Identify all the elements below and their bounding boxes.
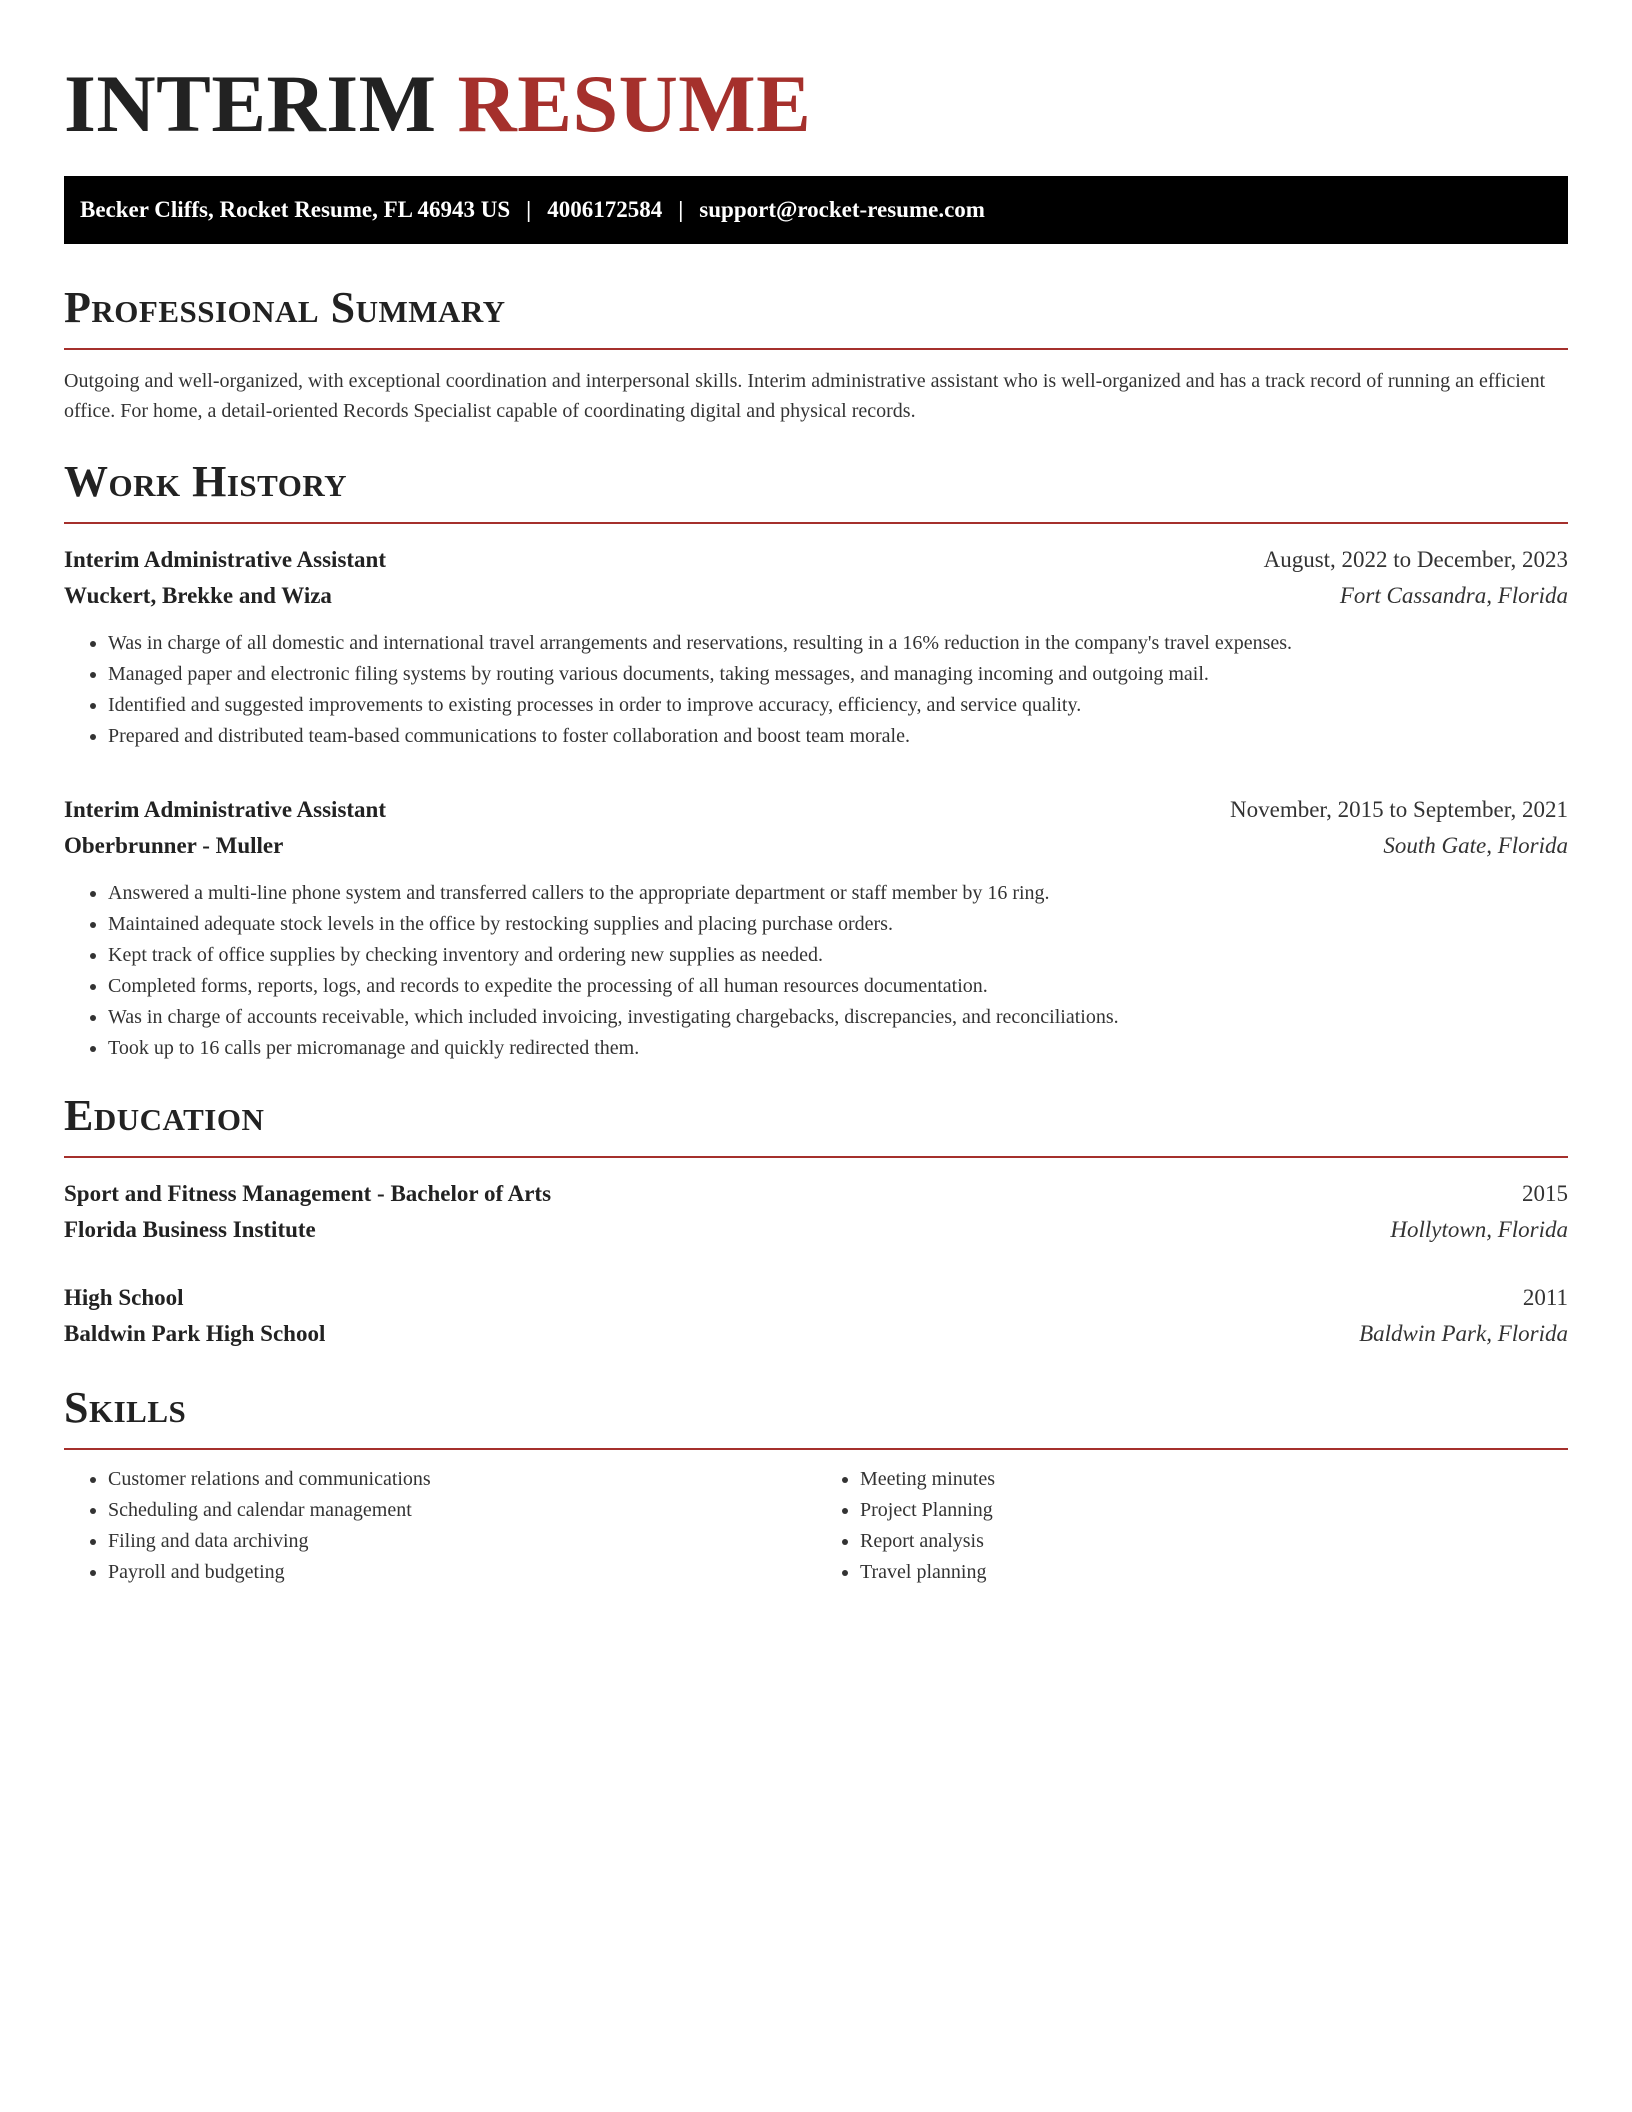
summary-heading: Professional Summary <box>64 283 506 332</box>
resume-title <box>64 0 1568 152</box>
skill-item: • Report analysis <box>860 1526 1568 1557</box>
education-entry <box>64 1280 1568 1352</box>
job-title: Interim Administrative Assistant <box>64 797 386 822</box>
job-bullet: • Kept track of office supplies by checking inventory and ordering new supplies as needed. <box>108 940 1568 971</box>
skill-item: • Customer relations and communications <box>108 1464 816 1495</box>
job-bullet: • Took up to 16 calls per micromanage and quickly redirected them. <box>108 1033 1568 1064</box>
job-header-row <box>64 542 1568 578</box>
education-year: 2015 <box>1522 1181 1568 1206</box>
education-degree: High School <box>64 1285 184 1310</box>
job-bullet: • Identified and suggested improvements to existing processes in order to improve accuracy, efficiency, and service quality. <box>108 690 1568 721</box>
section-divider <box>64 522 1568 524</box>
section-divider <box>64 1448 1568 1450</box>
work-history-section <box>64 456 1568 1064</box>
education-degree-row <box>64 1176 1568 1212</box>
work-history-heading: Work History <box>64 457 348 506</box>
education-year: 2011 <box>1522 1285 1568 1310</box>
contact-address: Becker Cliffs, Rocket Resume, FL 46943 US <box>80 197 511 222</box>
job-dates: August, 2022 to December, 2023 <box>1263 547 1568 572</box>
skills-grid <box>64 1464 1568 1588</box>
section-divider <box>64 1156 1568 1158</box>
contact-bar <box>64 176 1568 244</box>
skill-item: • Project Planning <box>860 1495 1568 1526</box>
section-divider <box>64 348 1568 350</box>
education-school-row <box>64 1316 1568 1352</box>
education-school: Baldwin Park High School <box>64 1321 326 1346</box>
education-school-row <box>64 1212 1568 1248</box>
skills-column-right <box>816 1464 1568 1588</box>
job-bullets <box>64 628 1568 752</box>
job-bullet: • Answered a multi-line phone system and transferred callers to the appropriate department or staff member by 16 ring. <box>108 878 1568 909</box>
job-company: Wuckert, Brekke and Wiza <box>64 583 332 608</box>
education-degree-row <box>64 1280 1568 1316</box>
skill-item: • Travel planning <box>860 1557 1568 1588</box>
contact-separator: | <box>526 197 532 222</box>
job-header-row <box>64 792 1568 828</box>
job-location: South Gate, Florida <box>1383 833 1568 858</box>
skill-item: • Scheduling and calendar management <box>108 1495 816 1526</box>
education-heading: Education <box>64 1091 265 1140</box>
job-dates: November, 2015 to September, 2021 <box>1230 797 1568 822</box>
title-main: INTERIM <box>64 58 437 149</box>
job-entry <box>64 542 1568 752</box>
education-section <box>64 1090 1568 1352</box>
skills-heading: Skills <box>64 1383 187 1432</box>
education-location: Hollytown, Florida <box>1390 1217 1568 1242</box>
summary-section <box>64 282 1568 426</box>
education-school: Florida Business Institute <box>64 1217 316 1242</box>
job-bullet: • Managed paper and electronic filing systems by routing various documents, taking messages, and managing incoming and outgoing mail. <box>108 659 1568 690</box>
job-bullet: • Was in charge of all domestic and international travel arrangements and reservations, resulting in a 16% reduction in the company's travel expenses. <box>108 628 1568 659</box>
job-company-row <box>64 578 1568 614</box>
contact-email: support@rocket-resume.com <box>699 197 985 222</box>
job-company: Oberbrunner - Muller <box>64 833 284 858</box>
job-location: Fort Cassandra, Florida <box>1339 583 1568 608</box>
contact-phone: 4006172584 <box>547 197 663 222</box>
job-title: Interim Administrative Assistant <box>64 547 386 572</box>
skill-item: • Payroll and budgeting <box>108 1557 816 1588</box>
education-degree: Sport and Fitness Management - Bachelor of Arts <box>64 1181 552 1206</box>
job-bullets <box>64 878 1568 1064</box>
skills-section <box>64 1382 1568 1588</box>
skill-item: • Meeting minutes <box>860 1464 1568 1495</box>
skills-column-left <box>64 1464 816 1588</box>
summary-text: Outgoing and well-organized, with exceptional coordination and interpersonal skills. Interim administrative assistant who is well-organized and has a track record of running an efficient office. For home, a detail-oriented Records Specialist capable of coordinating digital and physical records. <box>64 370 1546 422</box>
job-bullet: • Was in charge of accounts receivable, which included invoicing, investigating chargebacks, discrepancies, and reconciliations. <box>108 1002 1568 1033</box>
job-entry <box>64 792 1568 1064</box>
job-bullet: • Completed forms, reports, logs, and records to expedite the processing of all human resources documentation. <box>108 971 1568 1002</box>
skill-item: • Filing and data archiving <box>108 1526 816 1557</box>
job-bullet: • Maintained adequate stock levels in the office by restocking supplies and placing purchase orders. <box>108 909 1568 940</box>
job-bullet: • Prepared and distributed team-based communications to foster collaboration and boost team morale. <box>108 721 1568 752</box>
title-accent: RESUME <box>457 58 812 149</box>
education-entry <box>64 1176 1568 1248</box>
education-location: Baldwin Park, Florida <box>1359 1321 1568 1346</box>
job-company-row <box>64 828 1568 864</box>
contact-separator: | <box>678 197 684 222</box>
